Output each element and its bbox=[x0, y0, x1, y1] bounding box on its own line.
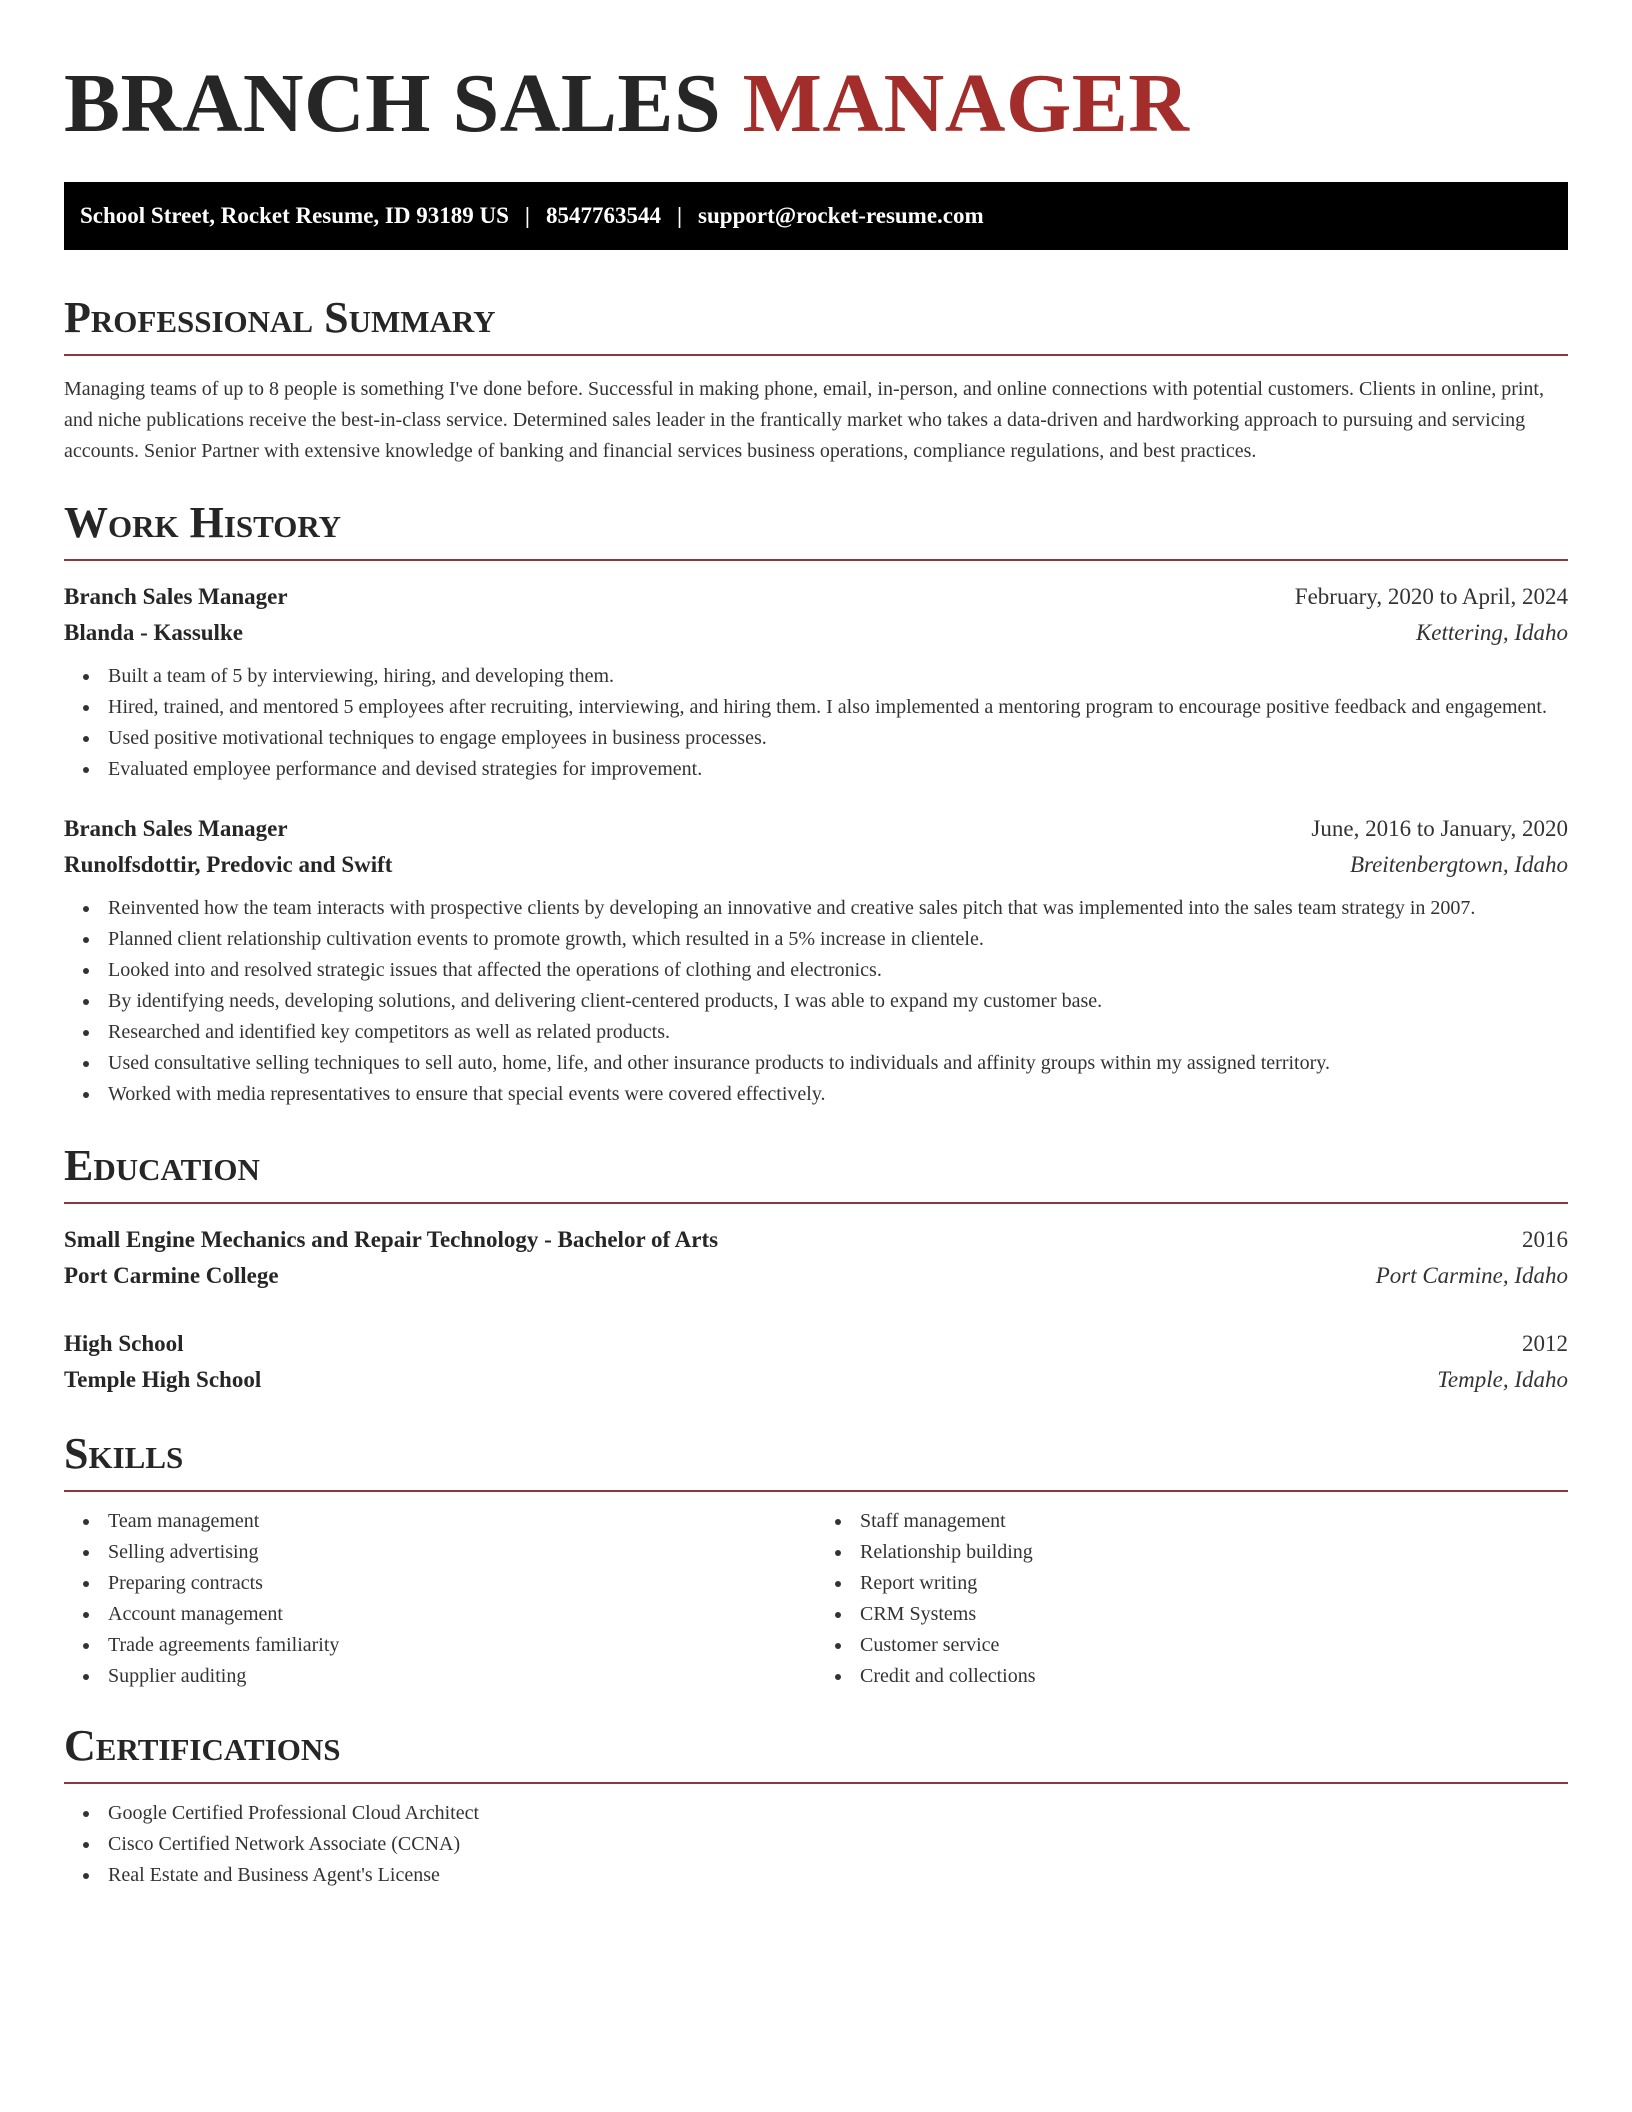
education-degree: Small Engine Mechanics and Repair Technology - Bachelor of Arts bbox=[64, 1227, 719, 1252]
skill-item: Account management bbox=[108, 1599, 816, 1630]
job-title: Branch Sales Manager bbox=[64, 816, 288, 841]
section-divider bbox=[64, 354, 1568, 356]
section-title-work-history: Work History bbox=[64, 498, 342, 547]
contact-separator: | bbox=[524, 203, 530, 228]
job-bullet: Used consultative selling techniques to sell auto, home, life, and other insurance products to individuals and affinity groups within my assigned territory. bbox=[108, 1048, 1568, 1079]
skill-item: Credit and collections bbox=[860, 1661, 1568, 1692]
skill-item: Selling advertising bbox=[108, 1537, 816, 1568]
skill-item: Staff management bbox=[860, 1506, 1568, 1537]
summary-section bbox=[64, 292, 1568, 467]
job-bullet: Built a team of 5 by interviewing, hiring, and developing them. bbox=[108, 661, 1568, 692]
section-title-summary: Professional Summary bbox=[64, 293, 496, 342]
job-company: Runolfsdottir, Predovic and Swift bbox=[64, 852, 393, 877]
job-bullet: Worked with media representatives to ensure that special events were covered effectively. bbox=[108, 1079, 1568, 1110]
job-entry bbox=[64, 811, 1568, 1110]
section-title-skills: Skills bbox=[64, 1429, 184, 1478]
section-divider bbox=[64, 1782, 1568, 1784]
job-bullet: Used positive motivational techniques to engage employees in business processes. bbox=[108, 723, 1568, 754]
job-location: Breitenbergtown, Idaho bbox=[1349, 852, 1568, 877]
work-history-section bbox=[64, 497, 1568, 1110]
contact-address: School Street, Rocket Resume, ID 93189 US bbox=[80, 203, 509, 228]
education-degree: High School bbox=[64, 1331, 184, 1356]
contact-separator: | bbox=[676, 203, 683, 228]
skill-item: Preparing contracts bbox=[108, 1568, 816, 1599]
skill-item: Customer service bbox=[860, 1630, 1568, 1661]
certifications-section bbox=[64, 1720, 1568, 1891]
contact-email[interactable]: support@rocket-resume.com bbox=[698, 203, 984, 228]
education-location: Port Carmine, Idaho bbox=[1375, 1263, 1568, 1288]
certification-item: Cisco Certified Network Associate (CCNA) bbox=[108, 1829, 1568, 1860]
job-bullet: Researched and identified key competitors as well as related products. bbox=[108, 1017, 1568, 1048]
section-divider bbox=[64, 1202, 1568, 1204]
education-school: Port Carmine College bbox=[64, 1263, 279, 1288]
contact-phone: 8547763544 bbox=[545, 203, 661, 228]
skill-item: Trade agreements familiarity bbox=[108, 1630, 816, 1661]
skill-item: CRM Systems bbox=[860, 1599, 1568, 1630]
job-dates: June, 2016 to January, 2020 bbox=[1311, 816, 1568, 841]
job-bullets bbox=[64, 661, 1568, 785]
job-entry bbox=[64, 579, 1568, 785]
contact-bar bbox=[64, 182, 1568, 250]
title-accent: MANAGER bbox=[742, 57, 1190, 150]
job-bullet: By identifying needs, developing solutions, and delivering client-centered products, I was able to expand my customer base. bbox=[108, 986, 1568, 1017]
section-divider bbox=[64, 559, 1568, 561]
skills-list-left bbox=[64, 1506, 816, 1692]
job-bullets bbox=[64, 893, 1568, 1110]
skill-item: Relationship building bbox=[860, 1537, 1568, 1568]
certification-item: Google Certified Professional Cloud Architect bbox=[108, 1798, 1568, 1829]
skill-item: Team management bbox=[108, 1506, 816, 1537]
job-location: Kettering, Idaho bbox=[1415, 620, 1568, 645]
job-company: Blanda - Kassulke bbox=[64, 620, 243, 645]
job-title: Branch Sales Manager bbox=[64, 584, 288, 609]
job-bullet: Planned client relationship cultivation events to promote growth, which resulted in a 5% increase in clientele. bbox=[108, 924, 1568, 955]
job-dates: February, 2020 to April, 2024 bbox=[1294, 584, 1568, 609]
education-section bbox=[64, 1140, 1568, 1398]
certification-item: Real Estate and Business Agent's License bbox=[108, 1860, 1568, 1891]
section-title-education: Education bbox=[64, 1141, 260, 1190]
skill-item: Report writing bbox=[860, 1568, 1568, 1599]
education-year: 2016 bbox=[1522, 1227, 1568, 1252]
job-bullet: Reinvented how the team interacts with prospective clients by developing an innovative and creative sales pitch that was implemented into the sales team strategy in 2007. bbox=[108, 893, 1568, 924]
education-entry bbox=[64, 1326, 1568, 1398]
job-bullet: Looked into and resolved strategic issues that affected the operations of clothing and electronics. bbox=[108, 955, 1568, 986]
job-bullet: Hired, trained, and mentored 5 employees after recruiting, interviewing, and hiring them. I also implemented a mentoring program to encourage positive feedback and engagement. bbox=[108, 692, 1568, 723]
education-location: Temple, Idaho bbox=[1437, 1367, 1568, 1392]
skills-grid bbox=[64, 1506, 1568, 1692]
education-year: 2012 bbox=[1522, 1331, 1568, 1356]
resume-title bbox=[64, 0, 1568, 152]
skills-list-right bbox=[816, 1506, 1568, 1692]
summary-text: Managing teams of up to 8 people is something I've done before. Successful in making phone, email, in-person, and online connections with potential customers. Clients in online, print, and niche publications receive the best-in-class service. Determined sales leader in the frantically market who takes a data-driven and hardworking approach to pursuing and servicing accounts. Senior Partner with extensive knowledge of banking and financial services business operations, compliance regulations, and best practices. bbox=[64, 378, 1544, 462]
education-entry bbox=[64, 1222, 1568, 1294]
certifications-list bbox=[64, 1798, 1568, 1891]
skills-section bbox=[64, 1428, 1568, 1692]
section-title-certifications: Certifications bbox=[64, 1721, 341, 1770]
title-main: BRANCH SALES bbox=[64, 57, 722, 150]
section-divider bbox=[64, 1490, 1568, 1492]
skill-item: Supplier auditing bbox=[108, 1661, 816, 1692]
job-bullet: Evaluated employee performance and devised strategies for improvement. bbox=[108, 754, 1568, 785]
education-school: Temple High School bbox=[64, 1367, 262, 1392]
